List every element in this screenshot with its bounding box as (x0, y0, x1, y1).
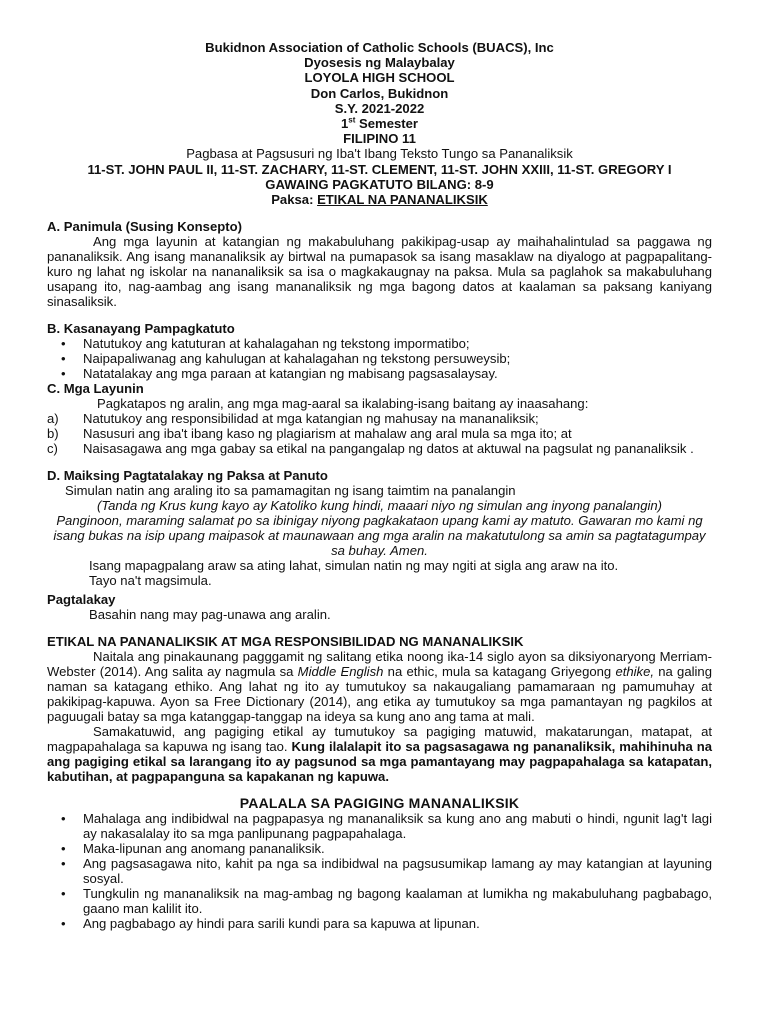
activity-number: GAWAING PAGKATUTO BILANG: 8-9 (265, 176, 494, 192)
etikal-title: ETIKAL NA PANANALIKSIK AT MGA RESPONSIBILIDAD NG MANANALIKSIK (47, 634, 524, 650)
semester (47, 116, 712, 131)
section-c-title: C. Mga Layunin (47, 381, 144, 397)
text-run: na galing naman sa katagang ethiko. Ang lahat ng ito ay tumutukoy sa nakaugaliang pamamaraan ng pamumuhay at pakikipag-kapuwa. Ayon sa Free Dictionary (2014), ang etika ay tumutukoy sa mga pamantayan ng pagkilos at paguugali batay sa mga katanggap-tanggap na ideya sa kung ano ang tama at mali. (47, 664, 712, 725)
list-item: • Tungkulin ng mananaliksik na mag-ambag ng bagong kaalaman at lumikha ng makabuluhang pagbabago, gaano man kalilit ito. (47, 886, 712, 916)
list-item (47, 426, 712, 441)
section-kasanayan (47, 321, 712, 381)
semester-suffix: st (348, 115, 356, 125)
text-run: Naitala ang pinakaunang pagggamit ng salitang etika noong ika-14 siglo ayon sa diksiyonaryong Merriam-Webster (2014). Ang salita ay nagmula sa (47, 649, 712, 680)
list-marker: a) (47, 411, 59, 427)
list-text: Nasusuri ang iba't ibang kaso ng plagiarism at mahalaw ang aral mula sa mga ito; at (83, 426, 572, 442)
section-b-title: B. Kasanayang Pampagkatuto (47, 321, 235, 337)
topic-value: ETIKAL NA PANANALIKSIK (317, 192, 488, 208)
list-item (47, 441, 712, 456)
text-run: na ethic, mula sa katagang Griyegong (383, 664, 616, 680)
section-a-text: Ang mga layunin at katangian ng makabuluhang pakikipag-usap ay maihahalintulad sa paggawa ng pananaliksik. Ang isang mananaliksik ay birtwal na pumapasok sa isang masaklaw na diyalogo at pagpapalitang-kuro ng lahat ng iskolar na nananaliksik sa isa o magkakaugnay na paksa. Mula sa paglahok sa makabuluhang usapang ito, nag-aambag ang isang mananaliksik ng mga bagong datos at kaalaman sa paksang kaniyang sinasaliksik. (47, 234, 712, 310)
section-panimula (47, 219, 712, 309)
section-layunin (47, 381, 712, 456)
school-year: S.Y. 2021-2022 (334, 100, 425, 116)
association-name: Bukidnon Association of Catholic Schools (BUACS), Inc (205, 40, 554, 55)
subject-title: FILIPINO 11 (343, 131, 416, 147)
italic-term: Middle English (297, 664, 384, 680)
list-item: • Natatalakay ang mga paraan at katangian ng mabisang pagsasalaysay. (47, 366, 712, 381)
text-run: Samakatuwid, ang pagiging etikal ay tumutukoy sa pagiging matuwid, makatarungan, matapat, at magpapahalaga sa kapuwa ng isang tao. (47, 724, 712, 755)
prayer-text: Panginoon, maraming salamat po sa ibinigay niyong pagkakataon upang kami ay matuto. Gawaran mo kami ng isang bukas na isip upang maipasok at maunawaan ang mga aralin na makatutulong sa amin sa pagtatagumpay sa buhay. Amen. (53, 513, 706, 559)
topic-line (47, 192, 712, 207)
etikal-paragraph-1 (47, 649, 712, 724)
list-item (47, 411, 712, 426)
section-pagtalakay (47, 592, 712, 622)
list-item: • Natutukoy ang katuturan at kahalagahan ng tekstong impormatibo; (47, 336, 712, 351)
semester-word: Semester (355, 116, 419, 132)
topic-label: Paksa: (271, 192, 318, 208)
paalala-list (47, 811, 712, 931)
section-etikal (47, 634, 712, 784)
list-marker: c) (47, 441, 58, 457)
etikal-paragraph-2 (47, 724, 712, 784)
bold-text: Kung ilalalapit ito sa pagsasagawa ng pananaliksik, mahihinuha na ang pagiging etikal sa larangang ito ay pagsunod sa mga pamantayang may pagpapahalaga sa katapatan, kabutihan, at pagpapanguna sa kapakanan ng kapuwa. (47, 739, 712, 785)
list-item: • Ang pagsasagawa nito, kahit pa nga sa indibidwal na pagsusumikap lamang ay may katangian at layuning sosyal. (47, 856, 712, 886)
greeting-line: Isang mapagpalang araw sa ating lahat, simulan natin ng may ngiti at sigla ang araw na ito. (89, 558, 619, 574)
list-marker: b) (47, 426, 59, 442)
prayer-instruction: (Tanda ng Krus kung kayo ay Katoliko kung hindi, maaari niyo ng simulan ang inyong panalangin) (96, 498, 663, 514)
sections-list: 11-ST. JOHN PAUL II, 11-ST. ZACHARY, 11-ST. CLEMENT, 11-ST. JOHN XXIII, 11-ST. GREGORY I (87, 161, 672, 177)
subject-description: Pagbasa at Pagsusuri ng Iba't Ibang Teksto Tungo sa Pananaliksik (186, 146, 573, 162)
list-item: • Maka-lipunan ang anomang pananaliksik. (47, 841, 712, 856)
paalala-title: PAALALA SA PAGIGING MANANALIKSIK (239, 795, 520, 812)
list-text: Natutukoy ang responsibilidad at mga katangian ng mahusay na mananaliksik; (83, 411, 539, 427)
list-item: • Ang pagbabago ay hindi para sarili kundi para sa kapuwa at lipunan. (47, 916, 712, 931)
start-line: Tayo na't magsimula. (89, 573, 212, 589)
list-item: • Naipapaliwanag ang kahulugan at kahalagahan ng tekstong persuweysib; (47, 351, 712, 366)
section-c-list (47, 411, 712, 456)
italic-term: ethike, (615, 664, 655, 680)
document-header (47, 40, 712, 207)
pagtalakay-text: Basahin nang may pag-unawa ang aralin. (89, 607, 331, 623)
school-name: LOYOLA HIGH SCHOOL (304, 70, 455, 86)
list-text: Naisasagawa ang mga gabay sa etikal na pangangalap ng datos at aktuwal na pagsulat ng pananaliksik . (83, 441, 694, 457)
list-item: • Mahalaga ang indibidwal na pagpapasya ng mananaliksik sa kung ano ang mabuti o hindi, ngunit lag't lagi ay nakasalalay ito sa mga panlipunang pagpapahalaga. (47, 811, 712, 841)
school-location: Don Carlos, Bukidnon (310, 85, 449, 101)
section-pagtatalakay (47, 468, 712, 588)
section-b-list (47, 336, 712, 381)
section-c-intro: Pagkatapos ng aralin, ang mga mag-aaral sa ikalabing-isang baitang ay inaasahang: (97, 396, 589, 412)
section-d-title: D. Maiksing Pagtatalakay ng Paksa at Panuto (47, 468, 328, 484)
section-paalala (47, 796, 712, 931)
section-a-title: A. Panimula (Susing Konsepto) (47, 219, 242, 235)
pagtalakay-title: Pagtalakay (47, 592, 116, 608)
semester-number: 1 (340, 116, 349, 132)
prayer-intro: Simulan natin ang araling ito sa pamamagitan ng isang taimtim na panalangin (65, 483, 516, 499)
diocese-name: Dyosesis ng Malaybalay (304, 55, 455, 71)
